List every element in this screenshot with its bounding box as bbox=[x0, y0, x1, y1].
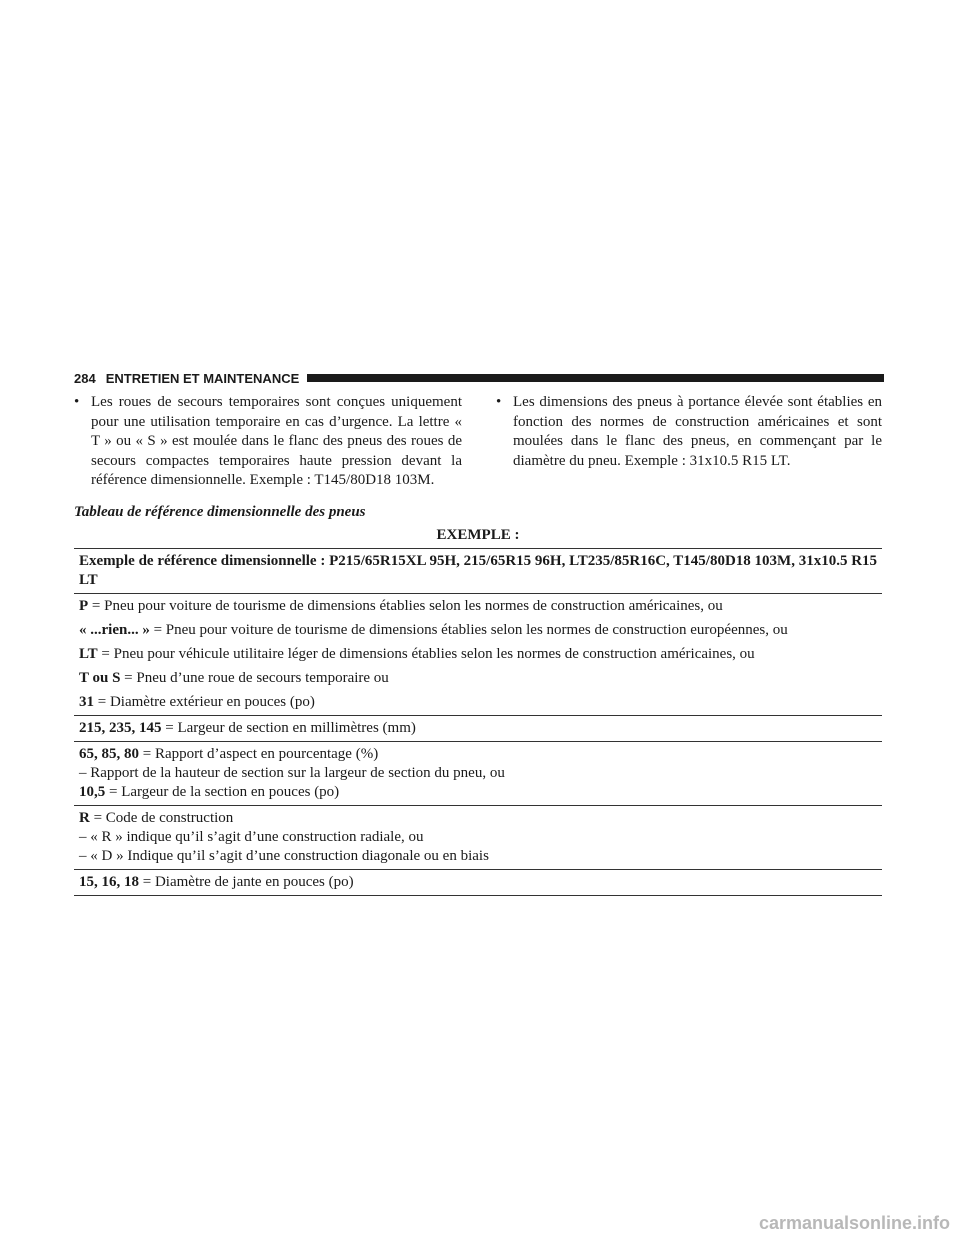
table-line bbox=[79, 873, 878, 892]
table-heading: EXEMPLE : bbox=[436, 527, 520, 543]
term-description: = Diamètre de jante en pouces (po) bbox=[142, 874, 354, 890]
term-description: – Rapport de la hauteur de section sur la largeur de section du pneu, ou bbox=[79, 765, 505, 781]
term-label: 15, 16, 18 bbox=[79, 874, 139, 890]
bullet-item bbox=[74, 393, 462, 491]
table-line bbox=[79, 828, 878, 847]
bullet-text: Les roues de secours temporaires sont conçues uniquement pour une utilisation temporaire en cas d’urgence. La lettre « T » ou « S » est moulée dans le flanc des pneus des roues de secours compactes temporaires haute pression devant la référence dimensionnelle. Exemple : T145/80D18 103M. bbox=[91, 394, 462, 489]
term-description: – « D » Indique qu’il s’agit d’une construction diagonale ou en biais bbox=[79, 848, 489, 864]
left-column bbox=[74, 393, 462, 491]
term-label: LT bbox=[79, 646, 98, 662]
section-title: ENTRETIEN ET MAINTENANCE bbox=[105, 370, 300, 386]
table-row bbox=[74, 741, 882, 805]
term-description: = Pneu d’une roue de secours temporaire ou bbox=[124, 670, 389, 686]
bullet-icon: • bbox=[496, 394, 502, 410]
term-label: 65, 85, 80 bbox=[79, 746, 139, 762]
table-line bbox=[79, 645, 878, 664]
page-number: 284 bbox=[74, 370, 96, 386]
term-description: = Code de construction bbox=[93, 810, 234, 826]
table-row bbox=[74, 805, 882, 869]
right-column bbox=[496, 393, 882, 471]
bullet-item bbox=[496, 393, 882, 471]
table-body bbox=[74, 548, 882, 896]
term-label: 215, 235, 145 bbox=[79, 720, 162, 736]
term-description: = Pneu pour véhicule utilitaire léger de dimensions établies selon les normes de construction américaines, ou bbox=[101, 646, 755, 662]
term-label: T ou S bbox=[79, 670, 121, 686]
term-label: 10,5 bbox=[79, 784, 106, 800]
table-line bbox=[79, 669, 878, 688]
table-line bbox=[79, 847, 878, 866]
table-caption: Tableau de référence dimensionnelle des pneus bbox=[74, 504, 366, 520]
table-line bbox=[79, 783, 878, 802]
bullet-text: Les dimensions des pneus à portance élevée sont établies en fonction des normes de construction américaines et sont moulées dans le flanc des pneus, en commençant par le diamètre du pneu. Exemple : 31x10.5 R15 LT. bbox=[513, 394, 882, 469]
table-line bbox=[79, 809, 878, 828]
term-label: « ...rien... » bbox=[79, 622, 150, 638]
table-line bbox=[79, 745, 878, 764]
table-line bbox=[79, 719, 878, 738]
table-row bbox=[74, 869, 882, 896]
term-description: = Diamètre extérieur en pouces (po) bbox=[97, 694, 315, 710]
table-row bbox=[74, 715, 882, 741]
term-label: Exemple de référence dimensionnelle : P215/65R15XL 95H, 215/65R15 96H, LT235/85R16C, T145/80D18 103M, 31x10.5 R15 LT bbox=[79, 553, 878, 588]
term-label: P bbox=[79, 598, 89, 614]
term-description: – « R » indique qu’il s’agit d’une construction radiale, ou bbox=[79, 829, 424, 845]
term-description: = Pneu pour voiture de tourisme de dimensions établies selon les normes de construction américaines, ou bbox=[91, 598, 723, 614]
table-row bbox=[74, 593, 882, 715]
term-description: = Rapport d’aspect en pourcentage (%) bbox=[142, 746, 379, 762]
bullet-icon: • bbox=[74, 394, 80, 410]
term-label: 31 bbox=[79, 694, 94, 710]
table-line bbox=[79, 764, 878, 783]
table-line bbox=[79, 693, 878, 712]
header-rule bbox=[307, 374, 884, 382]
term-description: = Largeur de section en millimètres (mm) bbox=[165, 720, 416, 736]
page-header bbox=[74, 370, 884, 386]
tire-size-table bbox=[74, 526, 882, 896]
table-line bbox=[79, 597, 878, 616]
table-line bbox=[79, 621, 878, 640]
term-description: = Pneu pour voiture de tourisme de dimensions établies selon les normes de construction européennes, ou bbox=[153, 622, 788, 638]
term-description: = Largeur de la section en pouces (po) bbox=[109, 784, 340, 800]
term-label: R bbox=[79, 810, 90, 826]
table-row bbox=[74, 548, 882, 593]
watermark: carmanualsonline.info bbox=[758, 1213, 950, 1233]
table-line bbox=[79, 552, 878, 590]
